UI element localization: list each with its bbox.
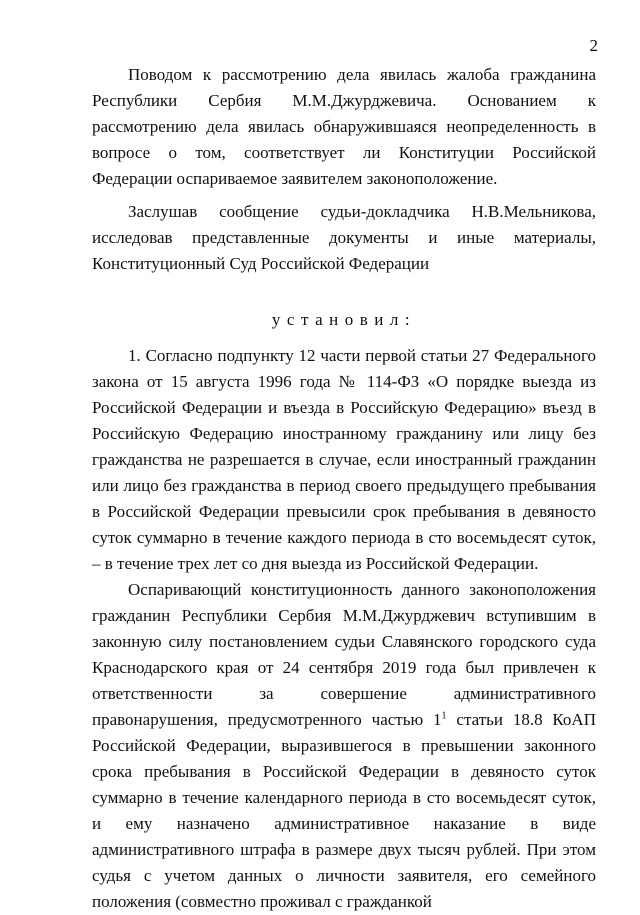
superscript-footnote: 1 [441, 710, 447, 722]
page-number: 2 [589, 36, 598, 55]
paragraph-applicant-case [92, 577, 596, 915]
applicant-case-text-start: Оспаривающий конституционность данного законоположения гражданин Республики Сербия М.М.Джурджевич вступившим в законную силу постановлением судьи Славянского городского суда Краснодарского края от 24 сентября 2019 года был привлечен к ответственности за совершение административного правонарушения, предусмотренного частью 1 [92, 580, 596, 729]
applicant-case-text-end: статьи 18.8 КоАП Российской Федерации, выразившегося в превышении законного срока пребывания в Российской Федерации в девяносто суток суммарно в течение календарного периода в сто восемьдесят суток, и ему назначено административное наказание в виде административного штрафа в размере двух тысяч рублей. При этом судья с учетом данных о личности заявителя, его семейного положения (совместно проживал с гражданкой [92, 710, 596, 911]
section-heading: установил: [271, 310, 417, 329]
paragraph-hearing: Заслушав сообщение судьи-докладчика Н.В.Мельникова, исследовав представленные документы и иные материалы, Конституционный Суд Российской Федерации [92, 202, 596, 273]
paragraph-law-provision: 1. Согласно подпункту 12 части первой статьи 27 Федерального закона от 15 августа 1996 года № 114-ФЗ «О порядке выезда из Российской Федерации и въезда в Российскую Федерацию» въезд в Российскую Федерацию иностранному гражданину или лицу без гражданства не разрешается в случае, если иностранный гражданин или лицо без гражданства в период своего предыдущего пребывания в Российской Федерации превысили срок пребывания в девяносто суток суммарно в течение каждого периода в сто восемьдесят суток, – в течение трех лет со дня выезда из Российской Федерации. [92, 346, 596, 573]
paragraph-grounds: Поводом к рассмотрению дела явилась жалоба гражданина Республики Сербия М.М.Джурджевича. Основанием к рассмотрению дела явилась обнаружившаяся неопределенность в вопросе о том, соответствует ли Конституции Российской Федерации оспариваемое заявителем законоположение. [92, 65, 596, 188]
document-body [92, 62, 596, 915]
